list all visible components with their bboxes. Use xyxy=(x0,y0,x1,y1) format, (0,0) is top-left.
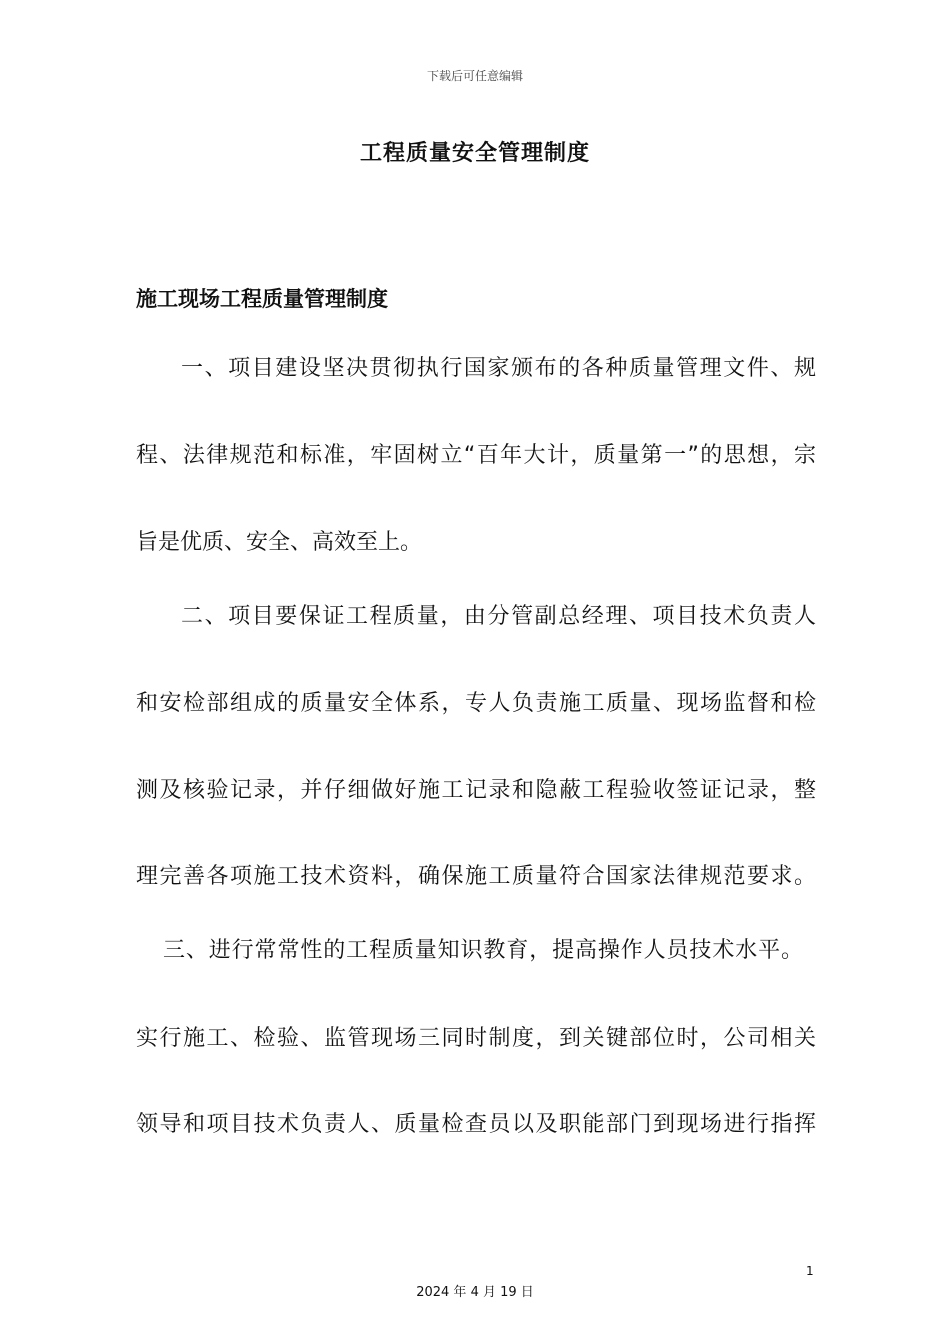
header-note: 下载后可任意编辑 xyxy=(426,69,523,83)
footer-date: 2024 年 4 月 19 日 xyxy=(416,1285,534,1300)
paragraph-3-line-1: 三、进行常常性的工程质量知识教育，提高操作人员技术水平。 xyxy=(163,938,803,963)
document-title: 工程质量安全管理制度 xyxy=(359,141,590,166)
paragraph-1-line-3: 旨是优质、安全、高效至上。 xyxy=(136,530,423,555)
paragraph-1-line-2: 程、法律规范和标准，牢固树立“百年大计，质量第一”的思想，宗 xyxy=(136,443,816,468)
paragraph-3-line-2: 实行施工、检验、监管现场三同时制度，到关键部位时，公司相关 xyxy=(136,1026,816,1051)
paragraph-3-line-3: 领导和项目技术负责人、质量检查员以及职能部门到现场进行指挥 xyxy=(136,1112,816,1137)
paragraph-2-line-2: 和安检部组成的质量安全体系，专人负责施工质量、现场监督和检 xyxy=(136,691,816,716)
paragraph-2-line-1: 二、项目要保证工程质量，由分管副总经理、项目技术负责人 xyxy=(181,604,816,629)
paragraph-1-line-1: 一、项目建设坚决贯彻执行国家颁布的各种质量管理文件、规 xyxy=(181,356,816,381)
section-heading: 施工现场工程质量管理制度 xyxy=(136,287,388,311)
paragraph-2-line-3: 测及核验记录，并仔细做好施工记录和隐蔽工程验收签证记录，整 xyxy=(136,778,816,803)
paragraph-2-line-4: 理完善各项施工技术资料，确保施工质量符合国家法律规范要求。 xyxy=(136,864,816,889)
page-number: 1 xyxy=(806,1264,814,1278)
